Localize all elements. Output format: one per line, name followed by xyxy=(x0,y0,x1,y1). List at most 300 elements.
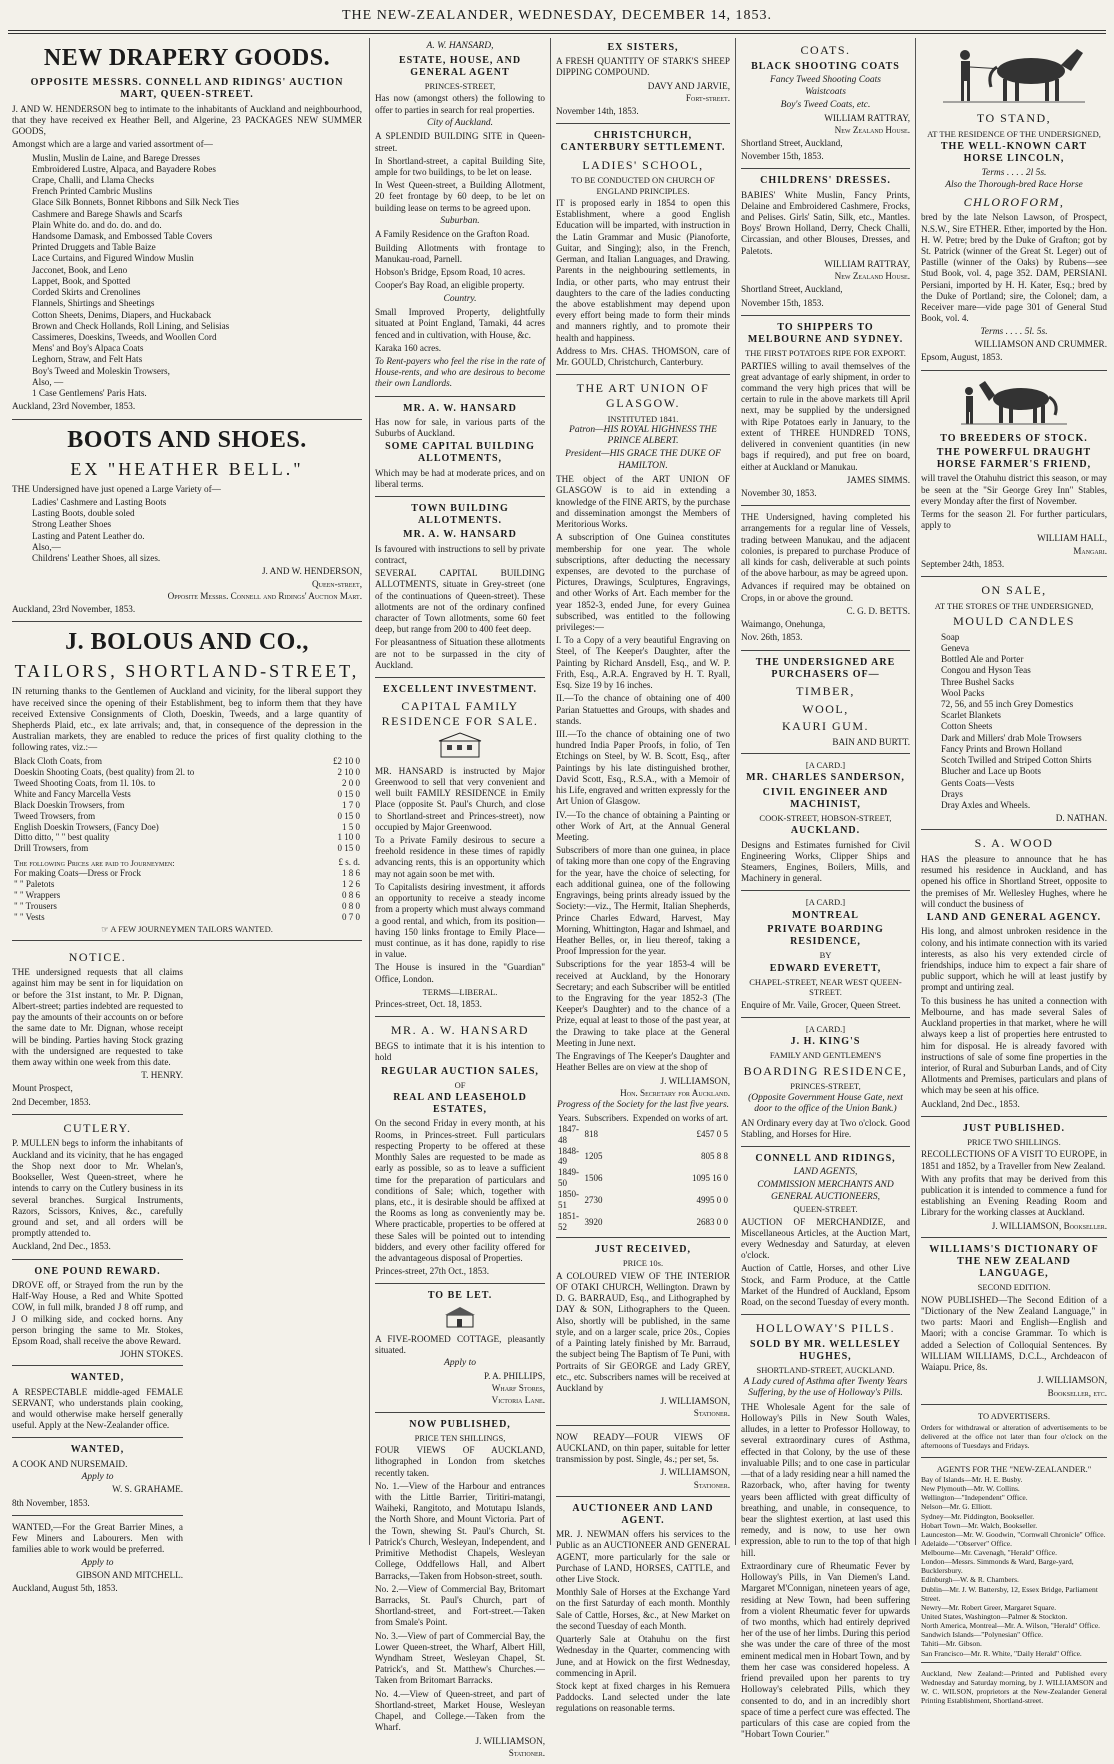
price-item: " " Trousers xyxy=(14,901,57,912)
ad-to-advertisers xyxy=(921,1411,1107,1458)
section-head: Suburban. xyxy=(440,215,480,226)
ad-place: Wharf Stores, xyxy=(491,1383,545,1394)
ad-body: Terms for the season 2l. For further particulars, apply to xyxy=(921,509,1107,531)
imprint: Auckland, New Zealand:—Printed and Published every Wednesday and Saturday morning, by J. WILLIAMSON and W. C. WILSON, proprietors at the New-Zealander General Printing Establishment, Shortland-street. xyxy=(921,1668,1107,1706)
table-row xyxy=(12,868,362,879)
ad-date: 2nd December, 1853. xyxy=(12,1096,91,1107)
ad-wanted-servant xyxy=(12,1372,183,1438)
ad-body: IT is proposed early in 1854 to open this Establishment, where a good English Education will be imparted, with instruction in the Latin Grammar and Music (Pianoforte, Guitar, and Singing); also, in the French, German, and Italian Languages, and Drawing. Parents in the neighbouring settlements, in India, or other parts, who may entrust their daughters to the care of the ladies conducting the above establishment may depend upon every effort being made to form their minds and manners rightly, and to promote their health and happiness. xyxy=(556,198,730,343)
list-item: Corded Skirts and Crenolines xyxy=(32,287,141,298)
list-item: Dark and Millers' drab Mole Trowsers xyxy=(941,732,1082,743)
list-item: Mens' and Boy's Alpaca Coats xyxy=(32,343,144,354)
ad-title: WANTED, xyxy=(70,1444,125,1456)
ad-body: No. 2.—View of Commercial Bay, Britomart Barracks, St. Paul's Church, part of Shortland-street, and Fort-street.—Taken from Smale's Point. xyxy=(375,1583,545,1628)
ad-body: The Engravings of The Keeper's Daughter and Heather Belles are on view at the shop of xyxy=(556,1051,730,1073)
boots-list xyxy=(32,497,362,564)
price-amount: 1 10 0 xyxy=(337,832,360,843)
ad-date: 8th November, 1853. xyxy=(12,1497,90,1508)
ad-nathan xyxy=(921,583,1107,830)
ad-title: J. H. KING'S xyxy=(790,1036,861,1048)
ad-president: President—HIS GRACE THE DUKE OF HAMILTON. xyxy=(565,449,721,471)
table-header: Years. xyxy=(558,1112,581,1123)
ad-body: A COOK AND NURSEMAID. xyxy=(12,1458,128,1469)
ad-dateline: Auckland, 23rd November, 1853. xyxy=(12,401,136,412)
section-head: City of Auckland. xyxy=(426,117,494,128)
ad-terms: Terms . . . . 2l 5s. xyxy=(981,167,1047,178)
ad-signature: J. WILLIAMSON, xyxy=(660,1075,730,1086)
ad-subtitle: PRIVATE BOARDING RESIDENCE, xyxy=(767,923,884,948)
list-item: Brown and Check Hollands, Roll Lining, and Selisias xyxy=(32,320,230,331)
price-item: Ditto ditto, " " best quality xyxy=(14,832,110,843)
draught-horse-illustration-icon xyxy=(921,377,1107,430)
list-item: 72, 56, and 55 inch Grey Domestics xyxy=(941,699,1074,710)
ad-head: MOULD CANDLES xyxy=(953,614,1075,629)
ad-title: COATS. xyxy=(800,43,851,57)
ad-town-allotments xyxy=(375,503,545,678)
list-item: Scarlet Blankets xyxy=(941,710,1001,721)
ad-body: WANTED,—For the Great Barrier Mines, a Few Miners and Labourers. Men with families able to work would be preferred. xyxy=(12,1521,183,1555)
ad-title: AGENTS FOR THE "NEW-ZEALANDER." xyxy=(936,1463,1092,1474)
table-row xyxy=(556,1113,730,1124)
ad-price: PRICE 10s. xyxy=(622,1258,664,1269)
ad-body: III.—To the chance of obtaining one of two hundred India Paper Proofs, in folio, of Ten Etchings on Steel, by W. B. Scott, Esq., after Paintings by his late distinguished brother, David Scott, Esq., R.S.A., with a Memoir of his Life, engraved and written expressly for the Art Union of Glasgow. xyxy=(556,729,730,807)
ad-body: Cooper's Bay Road, an eligible property. xyxy=(375,280,525,291)
ad-body: For pleasantness of Situation these allotments are not to be surpassed in the city of Auckland. xyxy=(375,637,545,670)
price-item: " " Paletots xyxy=(14,879,55,890)
list-item: Bay of Islands—Mr. H. E. Busby. xyxy=(921,1474,1023,1484)
table-cell: £457 0 5 xyxy=(696,1129,728,1140)
ad-patron: Patron—HIS ROYAL HIGHNESS THE PRINCE ALBERT. xyxy=(569,424,717,447)
ad-body: A FRESH QUANTITY OF STARK'S SHEEP DIPPING COMPOUND. xyxy=(556,56,730,78)
ad-agents xyxy=(921,1464,1107,1663)
list-item: Also, — xyxy=(32,376,64,387)
table-header: Expended on works of art. xyxy=(632,1112,728,1123)
price-amount: 1 7 0 xyxy=(342,799,360,810)
table-cell: 1850-51 xyxy=(558,1189,579,1211)
ad-head: CHRISTCHURCH, CANTERBURY SETTLEMENT. xyxy=(560,130,726,154)
column-divider xyxy=(915,38,916,1545)
table-row xyxy=(12,789,362,800)
list-item: Adelaide—"Observer" Office. xyxy=(921,1538,1012,1548)
ad-body: J. AND W. HENDERSON beg to intimate to the inhabitants of Auckland and neighbourhood, that they have received ex Heather Bell, and Algerine, 23 PACKAGES NEW SUMMER GOODS, xyxy=(12,103,362,137)
table-row xyxy=(12,822,362,833)
list-item: Geneva xyxy=(941,642,970,653)
column-4 xyxy=(741,40,910,1740)
table-row xyxy=(12,879,362,890)
ad-body: MR. HANSARD is instructed by Major Greenwood to sell that very convenient and well built FAMILY RESIDENCE in Emily Place (opposite St. Paul's Church, and close to Shortland-street and Princes-street), now occupied by Major Greenwood. xyxy=(375,765,545,832)
ad-body: No. 4.—View of Queen-street, and part of Shortland-street, Market House, Wesleyan Chapel, and College.—Taken from the Wharf. xyxy=(375,1688,545,1733)
list-item: Boy's Tweed Coats, etc. xyxy=(780,99,871,110)
price-amount: 1 2 6 xyxy=(342,879,360,890)
ad-body: To Rent-payers who feel the rise in the rate of House-rents, and who are desirous to become their own Landlords. xyxy=(375,355,545,389)
ad-sanderson xyxy=(741,760,910,891)
table-row xyxy=(12,778,362,789)
ad-signature: W. S. GRAHAME. xyxy=(112,1484,183,1495)
ad-body: IV.—To the chance of obtaining a Painting or other Work of Art, at the Annual General Meeting. xyxy=(556,809,730,842)
ad-street: SHORTLAND-STREET, AUCKLAND. xyxy=(756,1365,895,1376)
list-item: Congou and Hyson Teas xyxy=(941,665,1031,676)
ad-investment xyxy=(375,684,545,1017)
table-row xyxy=(556,1146,730,1168)
table-row xyxy=(12,890,362,901)
ad-signature: J. WILLIAMSON, xyxy=(1037,1375,1107,1386)
list-item: San Francisco—Mr. R. White, "Daily Herald" Office. xyxy=(921,1648,1082,1658)
ad-title: TO SHIPPERS TO MELBOURNE AND SYDNEY. xyxy=(747,321,904,345)
ad-street: QUEEN-STREET. xyxy=(793,1204,858,1215)
ad-body: With any profits that may be derived from this publication it is intended to commence a fund for establishing an Evening Reading Room and Library for the working classes at Auckland. xyxy=(921,1173,1107,1218)
table-row xyxy=(12,811,362,822)
ad-date: November 15th, 1853. xyxy=(741,151,824,162)
list-item: Scotch Twilled and Striped Cotton Shirts xyxy=(941,755,1092,766)
ad-terms: Terms . . . . 5l. 5s. xyxy=(980,326,1048,337)
ad-body: A COLOURED VIEW OF THE INTERIOR OF OTAKI CHURCH, Wellington. Drawn by D. G. BARRAUD, Esq., and Lithographed by DAY & SON, Lithographers to the Queen. Also, shortly will be published, in the same style, and on a larger scale, price 20s., Copies of a Painting lately finished by Mr. Barraud, the subject being The Baptism of Te Puni, with Portraits of Sir GEORGE and Lady GREY, etc., etc. Subscribers names will be received at Auckland by xyxy=(556,1270,730,1393)
ad-subtitle: LAND AGENTS, xyxy=(793,1167,858,1178)
table-row xyxy=(12,843,362,854)
table-row xyxy=(556,1189,730,1211)
progress-table xyxy=(556,1113,730,1234)
table-cell: 2730 xyxy=(584,1194,603,1205)
price-amount: 0 8 6 xyxy=(342,890,360,901)
ad-title: JUST RECEIVED, xyxy=(594,1244,692,1256)
ad-body: Subscribers of more than one guinea, in place of taking more than one copy of the Engraving for the year, have the choice of selecting, for each additional guinea, one of the following Engravings, being prints already issued by the Society:—viz., The Hermit, Italian Shepherds, Prince Charles Edward, Harvest, May Morning, Whittington, Hagar and Ishmael, and Heather Belles, or, in lieu thereof, taking a Proof Impression for the year. xyxy=(556,845,730,957)
list-item: Soap xyxy=(941,631,960,642)
list-item: KAURI GUM. xyxy=(782,719,869,734)
list-item: Strong Leather Shoes xyxy=(32,519,112,530)
ad-body: On the second Friday in every month, at his Rooms, in Princes-street. Full particulars respecting Property to be offered at these Monthly Sales are requested to be made as early as possible, so as to leave a sufficient time for the preparation of particulars and conditions of Sale; which, together with plans, etc., it is desirable should be affixed at the Rooms as long as conveniently may be. Where practicable, properties to be offered at these Sales will be pointed out to intending bidders, and every other facility offered for the advantageous disposal of Properties. xyxy=(375,1118,545,1264)
ad-title: TO BREEDERS OF STOCK. xyxy=(940,432,1088,444)
ad-signature: GIBSON AND MITCHELL. xyxy=(76,1570,183,1581)
ad-body: MR. J. NEWMAN offers his services to the Public as an AUCTIONEER AND GENERAL AGENT, more particularly for the sale or Purchase of LAND, HORSES, CATTLE, and other Live Stock. xyxy=(556,1529,730,1584)
ad-head: BOARDING RESIDENCE, xyxy=(743,1063,908,1078)
list-item: New Plymouth—Mr. W. Collins. xyxy=(921,1484,1020,1494)
wanted-text: A FEW JOURNEYMEN TAILORS WANTED. xyxy=(110,924,273,935)
ad-signature: New Zealand House. xyxy=(834,271,910,282)
ad-apply: Apply to xyxy=(81,1557,114,1568)
ad-by: BY xyxy=(819,950,832,961)
ad-body: A RESPECTABLE middle-aged FEMALE SERVANT, who understands plain cooking, and would otherwise make herself generally useful. Apply at the New-Zealander office. xyxy=(12,1386,183,1431)
ad-place: Mangari. xyxy=(1073,545,1107,556)
ad-body: In Shortland-street, a capital Building Site, ample for two buildings, to be let on lease. xyxy=(375,155,545,177)
ad-dateline: Princes-street, 27th Oct., 1853. xyxy=(375,1266,490,1277)
ad-body: P. MULLEN begs to inform the inhabitants of Auckland and its vicinity, that he has engaged the Shop next door to Mr. Whelan's, Bookseller, West Queen-street, where he intends to carry on the Cutlery business in its several branches. Surgical Instruments, Razors, Scissors, Knives, &c., carefully ground and set, and all orders will be promptly attended to. xyxy=(12,1138,183,1239)
ad-body: To a Private Family desirous to secure a freehold residence in these times of rapidly advancing rents, this is an opportunity which may not again soon be met with. xyxy=(375,835,545,879)
price-item: For making Coats—Dress or Frock xyxy=(14,868,141,879)
ad-title: TOWN BUILDING ALLOTMENTS. xyxy=(411,503,509,527)
ad-four-views xyxy=(375,1419,545,1764)
ad-king xyxy=(741,1024,910,1147)
ad-auction-sales xyxy=(375,1023,545,1284)
ad-body: Subscriptions for the year 1853-4 will be received at Auckland, by the Honorary Secretary; and each Subscriber will be entitled to the Engraving for the year 1852-3 (The Keeper's Daughter) and to the chance of a Prize, equal at least to those of the past year, at the Drawing to take place at the General Meeting in June next. xyxy=(556,959,730,1048)
ad-title: MR. A. W. HANSARD xyxy=(403,402,517,414)
table-cell: 805 8 8 xyxy=(701,1150,728,1161)
ad-price: PRICE TWO SHILLINGS. xyxy=(967,1137,1061,1148)
ad-body: Designs and Estimates furnished for Civil Engineering Works, Clipper Ships and Steamers, Engines, Boilers, Mills, and Machinery in general. xyxy=(741,839,910,884)
ad-just-published xyxy=(921,1123,1107,1238)
ad-body: Amongst which are a large and varied assortment of— xyxy=(12,139,213,150)
ad-breeders xyxy=(921,377,1107,578)
ad-name: CHLOROFORM, xyxy=(963,194,1065,209)
ad-title: TO ADVERTISERS. xyxy=(977,1410,1051,1421)
table-cell: 4995 0 0 xyxy=(696,1194,728,1205)
ad-date: September 24th, 1853. xyxy=(921,558,1005,569)
ad-signature: Bookseller, etc. xyxy=(1047,1387,1107,1398)
ad-body: THE undersigned requests that all claims against him may be sent in for liquidation on or before the 31st instant, to Mr. P. Dignan, Albert-street; parties indebted are requested to pay the amounts of their accounts on or before the same date to Mr. Dignan, whose receipt will be binding. Parties having Stock grazing with the undersigned are requested to take them away within one week from this date. xyxy=(12,967,183,1067)
ad-bolous xyxy=(12,628,362,940)
table-header: Subscribers. xyxy=(584,1112,629,1123)
ad-body: To Capitalists desiring investment, it affords an opportunity to receive a steady income from a property which must always command a good rental, and which, from its position—having 150 links frontage to Emily Place—must continue, as it has done, rapidly to rise in value. xyxy=(375,881,545,960)
ad-ladies-school xyxy=(556,130,730,375)
ad-address: Address to Mrs. CHAS. THOMSON, care of Mr. GOULD, Christchurch, Canterbury. xyxy=(556,345,730,368)
list-item: Muslin, Muslin de Laine, and Barege Dresses xyxy=(32,152,200,163)
ad-subtitle: SOLD BY MR. WELLESLEY HUGHES, xyxy=(749,1338,902,1363)
ad-title: MR. CHARLES SANDERSON, xyxy=(746,772,905,784)
ad-subtitle: AT THE STORES OF THE UNDERSIGNED, xyxy=(934,600,1094,611)
ad-signature: J. AND W. HENDERSON, xyxy=(261,566,362,577)
ad-signature: BAIN AND BURTT. xyxy=(832,736,910,747)
price-item: White and Fancy Marcella Vests xyxy=(14,788,131,799)
ad-signature: J. WILLIAMSON, Bookseller. xyxy=(991,1220,1107,1231)
ad-title: WANTED, xyxy=(70,1372,125,1384)
ad-head: LAND AND GENERAL AGENCY. xyxy=(926,912,1102,924)
ad-place: Waimango, Onehunga, xyxy=(741,619,826,630)
ad-body: NOW PUBLISHED—The Second Edition of a "Dictionary of the New Zealand Language," in two parts: Maori and English—English and Maori; with a concise Grammar. To which is added a Selection of Colloquial Sentences. By WILLIAM WILLIAMS, D.C.L., Archdeacon of Waiapu. Price, 8s. xyxy=(921,1294,1107,1373)
list-item: Lace Curtains, and Figured Window Muslin xyxy=(32,253,194,264)
ad-signature: Hon. Secretary for Auckland. xyxy=(620,1087,730,1098)
list-item: Wool Packs xyxy=(941,687,985,698)
ad-subtitle: AT THE RESIDENCE OF THE UNDERSIGNED, xyxy=(927,128,1101,139)
ad-place: Mount Prospect, xyxy=(12,1083,73,1094)
ad-signature: WILLIAM HALL, xyxy=(1037,533,1107,544)
ad-body: THE object of the ART UNION OF GLASGOW is to aid in extending a knowledge of the FINE ARTS, by the purchase and dissemination amongst the Members of Meritorious Works. xyxy=(556,474,730,530)
list-item: Lasting and Patent Leather do. xyxy=(32,530,145,541)
horse-with-groom-illustration-icon xyxy=(921,43,1107,108)
list-item: Plain White do. and do. do. and do. xyxy=(32,219,162,230)
ad-signature: JOHN STOKES. xyxy=(120,1349,183,1360)
ad-footer xyxy=(12,924,362,934)
ad-subtitle: THE FIRST POTATOES RIPE FOR EXPORT. xyxy=(745,348,906,359)
ad-title: JUST PUBLISHED. xyxy=(962,1122,1066,1134)
ad-terms: TERMS—LIBERAL. xyxy=(422,986,498,997)
price-item: Tweed Trowsers, from xyxy=(14,810,96,821)
ad-body: A Family Residence on the Grafton Road. xyxy=(375,229,530,240)
drapery-list xyxy=(32,153,362,400)
ad-body: In West Queen-street, a Building Allotment, 20 feet frontage by 60 deep, to be let on building lease on terms to be agreed upon. xyxy=(375,180,545,213)
price-amount: 0 15 0 xyxy=(337,810,360,821)
ad-body: THE UNDERSIGNED ARE PURCHASERS OF— xyxy=(755,656,896,680)
ad-body: THE WELL-KNOWN CART HORSE LINCOLN, xyxy=(940,141,1088,165)
ad-body: I. To a Copy of a very beautiful Engraving on Steel, of The Keeper's Daughter, after the Painting by Richard Ansdell, Esq., and W. P. Frith, Esq., A.R.A. Engraved by H. T. Ryall, Esq. Size 19 by 16 inches. xyxy=(556,635,730,691)
ad-body: II.—To the chance of obtaining one of 400 Parian Statuettes and Groups, with shades and stands. xyxy=(556,693,730,726)
table-header: £ s. d. xyxy=(338,857,360,868)
ad-price: PRICE TEN SHILLINGS, xyxy=(414,1432,506,1443)
ad-montreal xyxy=(741,897,910,1017)
ad-dateline: Auckland, 23rd November, 1853. xyxy=(12,603,136,614)
ad-signature: P. A. PHILLIPS, xyxy=(483,1370,545,1381)
ad-boots xyxy=(12,426,362,623)
ad-body: bred by the late Nelson Lawson, of Prospect, N.S.W., Sire ETHER. Ether, imported by the Hon. H. W. Petre; bred by the Duke of Grafton; got by St. Patrick (winner of the Great St. Leger) out of Pastille (winner of the Oaks) by Rubens—see Stud Book, vol. 4, page 352. DAM, PERSIANI. Persiani, imported by H. H. Kater, Esq.; bred by the Duke of Portland; sire, the Colonel; dam, a Receiver mare—vide page 301 of General Stud Book, vol. 4. xyxy=(921,212,1107,324)
ad-title: NOW PUBLISHED, xyxy=(409,1418,511,1430)
ad-coats xyxy=(741,43,910,169)
price-amount: 0 15 0 xyxy=(337,843,360,854)
list-item: 1 Case Gentlemens' Paris Hats. xyxy=(32,388,147,399)
list-item: Launceston—Mr. W. Goodwin, "Cornwall Chronicle" Office. xyxy=(921,1529,1106,1539)
column-2 xyxy=(375,40,545,1758)
table-cell: 1851-52 xyxy=(558,1211,579,1233)
ad-title: WILLIAMS'S DICTIONARY OF THE NEW ZEALAND LANGUAGE, xyxy=(929,1243,1099,1280)
ad-body: HAS the pleasure to announce that he has resumed his residence in Auckland, and has opened his office in Shortland Street, opposite to the premises of Mr. Wellesley Hughes, where he will conduct the business of xyxy=(921,854,1107,909)
ad-body: THE Undersigned have just opened a Large Variety of— xyxy=(12,483,221,494)
column-5 xyxy=(921,40,1107,1706)
ad-body: Building Allotments with frontage to Manukau-road, Parnell. xyxy=(375,242,545,264)
ad-wanted-miners xyxy=(12,1522,183,1601)
list-item: WOOL, xyxy=(802,701,849,716)
house-illustration-icon xyxy=(375,731,545,762)
ad-body: will travel the Otahuhu district this season, or may be seen at the "Sir George Grey Inn" Stables, every Monday after the first of November. xyxy=(921,473,1107,506)
list-item: Leghorn, Straw, and Felt Hats xyxy=(32,354,143,365)
ad-title: NEW DRAPERY GOODS. xyxy=(43,45,331,71)
ad-subtitle: INSTITUTED 1841. xyxy=(607,413,679,424)
ad-signature: DAVY AND JARVIE, xyxy=(647,80,730,91)
list-item: Printed Druggets and Table Baize xyxy=(32,242,156,253)
ad-date: Nov. 26th, 1853. xyxy=(741,632,803,643)
ad-title: CUTLERY. xyxy=(63,1120,132,1135)
ad-title: AUCTIONEER AND LAND AGENT. xyxy=(572,1502,714,1526)
price-amount: 0 7 0 xyxy=(342,912,360,923)
list-item: TIMBER, xyxy=(796,683,855,698)
ad-head: REGULAR AUCTION SALES, xyxy=(381,1065,539,1077)
list-item: United States, Washington—Palmer & Stockton. xyxy=(921,1612,1068,1622)
ad-signature: Stationer. xyxy=(693,1408,730,1419)
ad-drapery xyxy=(12,44,362,420)
ad-date: November 30, 1853. xyxy=(741,487,817,498)
list-item: Bottled Ale and Porter xyxy=(941,654,1024,665)
ad-head: REAL AND LEASEHOLD ESTATES, xyxy=(393,1092,527,1116)
ad-body: THE Undersigned, having completed his arrangements for a regular line of Vessels, trading between Manukau, and the adjacent colonies, is prepared to purchase Produce of all kinds for cash, deliverable at such points of the above harbour, as may be agreed upon. xyxy=(741,512,910,579)
column-1-lower xyxy=(12,947,362,1607)
journeymen-table xyxy=(12,857,362,923)
masthead-rule xyxy=(8,30,1106,31)
ad-body: Advances if required may be obtained on Crops, in or above the ground. xyxy=(741,581,910,603)
table-cell: 1506 xyxy=(584,1172,603,1183)
list-item: Gents Coats—Vests xyxy=(941,777,1015,788)
ad-title: ON SALE, xyxy=(981,583,1047,598)
price-amount: 2 0 0 xyxy=(342,777,360,788)
list-item: Cassimeres, Doeskins, Tweeds, and Woollen Cord xyxy=(32,332,217,343)
list-item: Also,— xyxy=(32,541,61,552)
table-cell: 818 xyxy=(584,1129,599,1140)
list-item: Edinburgh—W. & R. Chambers. xyxy=(921,1575,1019,1585)
table-cell: 1848-49 xyxy=(558,1145,579,1167)
list-item: Sydney—Mr. Piddington, Bookseller. xyxy=(921,1511,1035,1521)
ad-title: ONE POUND REWARD. xyxy=(34,1265,161,1277)
table-row xyxy=(12,857,362,868)
ad-edition: SECOND EDITION. xyxy=(977,1282,1051,1293)
price-item: Black Cloth Coats, from xyxy=(14,755,102,766)
column-divider xyxy=(369,38,370,1545)
list-item: Wellington—"Independent" Office. xyxy=(921,1493,1028,1503)
ad-signature: Stationer. xyxy=(508,1747,545,1758)
ad-body: A SPLENDID BUILDING SITE in Queen-street. xyxy=(375,131,545,153)
list-item: London—Messrs. Simmonds & Ward, Barge-yard, Bucklersbury. xyxy=(921,1557,1074,1576)
ad-signature: JAMES SIMMS. xyxy=(846,474,910,485)
ad-body: THE Wholesale Agent for the sale of Holloway's Pills in New South Wales, alludes, in a letter to Professor Holloway, to several extraordinary cures of Asthma, effected in that Colony, by the use of these invaluable Pills; and to one case in particular—that of a lady residing near a hill named the Razorback, who, after having for twenty years been afflicted with great difficulty of breathing, and unable, in consequence, to bear the slightest exertion, at last used this remedy, and is now, to use her own expression, able to run to the top of that high hill. xyxy=(741,1401,910,1558)
ad-title: TO STAND, xyxy=(976,111,1052,126)
ad-body: Auction of Cattle, Horses, and other Live Stock, and Farm Produce, at the Cattle Market of the Hundred of Auckland, Epsom Road, on the second Tuesday of every month. xyxy=(741,1263,910,1308)
ad-signature: Stationer. xyxy=(693,1479,730,1490)
ad-to-let xyxy=(375,1290,545,1412)
ad-body: Which may be had at moderate prices, and on liberal terms. xyxy=(375,467,545,489)
list-item: Dublin—Mr. J. W. Battersby, 12, Essex Bridge, Parliament Street. xyxy=(921,1584,1098,1603)
table-cell: 2683 0 0 xyxy=(696,1216,728,1227)
ad-card: [A CARD.] xyxy=(805,897,846,908)
ad-title: S. A. WOOD xyxy=(974,836,1054,851)
ad-dateline: Auckland, 2nd Dec., 1853. xyxy=(12,1241,111,1252)
ad-body: Orders for withdrawal or alteration of advertisements to be delivered at the office not later than four o'clock on the afternoons of Tuesdays and Fridays. xyxy=(921,1423,1107,1451)
ad-body: Stock kept at fixed charges in his Remuera Paddocks. Land selected under the late regulations on reasonable terms. xyxy=(556,1680,730,1714)
ad-body: BLACK SHOOTING COATS xyxy=(751,60,900,72)
ad-subtitle: OPPOSITE MESSRS. CONNELL AND RIDINGS' AUCTION MART, QUEEN-STREET. xyxy=(30,77,344,101)
ad-body: Monthly Sale of Horses at the Exchange Yard on the first Saturday of each month. Monthly Sale of Cattle, Horses, &c., at New Market on the second Tuesday of each Month. xyxy=(556,1587,730,1631)
ad-body: SEVERAL CAPITAL BUILDING ALLOTMENTS, situate in Grey-street (one of the continuations of Queen-street). These allotments are not of the ordinary confined character of Town allotments, some 60 feet deep, but range from 200 to 400 feet deep. xyxy=(375,568,545,635)
list-item: Cotton Sheets xyxy=(941,721,993,732)
list-item: Tahiti—Mr. Gibson. xyxy=(921,1639,982,1649)
ad-title: THE ART UNION OF GLASGOW. xyxy=(576,381,710,410)
ad-childrens-dresses xyxy=(741,175,910,315)
ad-body: A FIVE-ROOMED COTTAGE, pleasantly situated. xyxy=(375,1333,545,1356)
ad-reward xyxy=(12,1266,183,1367)
table-cell: 1205 xyxy=(584,1150,603,1161)
ad-street: PRINCES-STREET, xyxy=(424,80,496,91)
list-item: Melbourne—Mr. Cavenagh, "Herald" Office. xyxy=(921,1548,1057,1558)
ad-place: Fort-street. xyxy=(685,92,730,103)
ad-body: Karaka 160 acres. xyxy=(375,342,442,353)
ad-subtitle: TO BE CONDUCTED ON CHURCH OF ENGLAND PRINCIPLES. xyxy=(571,175,715,196)
list-item: Handsome Damask, and Embossed Table Covers xyxy=(32,231,213,242)
ad-card: [A CARD.] xyxy=(805,1023,846,1034)
column-1-lower-right xyxy=(191,947,362,1607)
ad-body: Small Improved Property, delightfully situated at Point England, Tamaki, 44 acres fenced and in cultivation, with House, &c. xyxy=(375,307,545,340)
table-row xyxy=(12,756,362,767)
ad-body: AUCTION OF MERCHANDIZE, and Miscellaneous Articles, at the Auction Mart, every Wednesday and Saturday, at eleven o'clock. xyxy=(741,1216,910,1261)
ad-body: Hobson's Bridge, Epsom Road, 10 acres. xyxy=(375,267,526,278)
ad-subtitle: MR. A. W. HANSARD xyxy=(403,529,517,541)
ad-bain-burtt xyxy=(741,657,910,754)
ad-body: The House is insured in the "Guardian" Office, London. xyxy=(375,962,545,984)
list-item: Blucher and Lace up Boots xyxy=(941,766,1042,777)
price-item: Doeskin Shooting Coats, (best quality) from 2l. to xyxy=(14,766,195,777)
list-item: Flannels, Shirtings and Sheetings xyxy=(32,298,155,309)
ad-body: A subscription of One Guinea constitutes membership for one year. The whole subscriptions, after deducting the necessary expenses, are devoted to the purchase of Pictures, Drawings, Sculptures, Engravings, and other Works of Art. Each member for the year 1852-3, ended June, for every Guinea subscribed, was entitled to the following privileges:— xyxy=(556,532,730,633)
ad-newman xyxy=(556,1503,730,1721)
price-table xyxy=(12,756,362,855)
ad-title: BOOTS AND SHOES. xyxy=(67,426,307,453)
ad-body: Extraordinary cure of Rheumatic Fever by Holloway's Pills, in Van Diemen's Land. Margaret M'Connigan, nineteen years of age, residing at New Town, had been suffering from a violent Rheumatic fever for upwards of two months, which had entirely deprived her of the use of her limbs. During this period she was under the care of three of the most eminent medical men in Hobart Town, and by them her case was considered hopeless. A friend prevailed upon her parents to try Holloway's celebrated Pills, which they consented to do, and in an incredibly short space of time a perfect cure was effected. The particulars of this case are copied from the "Hobart Town Courier." xyxy=(741,1560,910,1740)
ad-date: Epsom, August, 1853. xyxy=(921,352,1003,363)
ad-lincoln xyxy=(921,43,1107,371)
ad-body: RECOLLECTIONS OF A VISIT TO EUROPE, in 1851 and 1852, by a Traveller from New Zealand. xyxy=(921,1149,1107,1171)
ad-signature: J. WILLIAMSON, xyxy=(660,1396,730,1407)
ad-city: AUCKLAND. xyxy=(790,825,861,837)
ad-subtitle: CAPITAL FAMILY RESIDENCE FOR SALE. xyxy=(381,699,539,728)
price-amount: 1 5 0 xyxy=(342,821,360,832)
ad-also: Also the Thorough-bred Race Horse xyxy=(945,180,1083,191)
ad-dateline: Auckland, 2nd Dec., 1853. xyxy=(921,1098,1020,1109)
ad-body: Enquire of Mr. Vaile, Grocer, Queen Street. xyxy=(741,999,901,1010)
ad-title: EXCELLENT INVESTMENT. xyxy=(383,684,537,696)
price-amount: 1 8 6 xyxy=(342,868,360,879)
ad-subtitle: EX "HEATHER BELL." xyxy=(70,458,304,479)
table-row xyxy=(12,901,362,912)
